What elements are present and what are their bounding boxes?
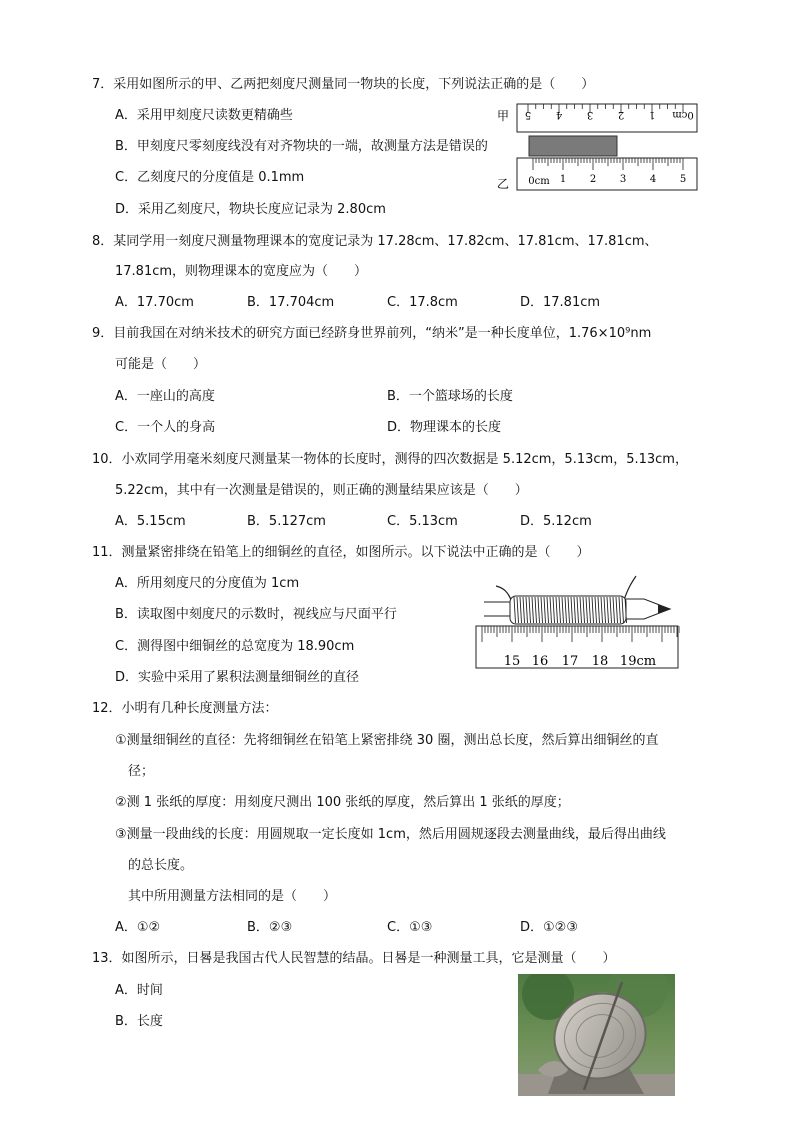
q8-option-b: B．17.704cm bbox=[247, 295, 335, 310]
q12-option-b: B．②③ bbox=[247, 920, 293, 935]
q7-option-a: A．采用甲刻度尺读数更精确些 bbox=[115, 108, 293, 123]
q12-item-3: ③测量一段曲线的长度：用圆规取一定长度如 1cm，然后用圆规逐段去测量曲线，最后得出曲线 bbox=[115, 827, 666, 842]
q11-option-b: B．读取图中刻度尺的示数时，视线应与尺面平行 bbox=[115, 607, 397, 622]
q7-option-d: D．采用乙刻度尺，物块长度应记录为 2.80cm bbox=[115, 202, 386, 217]
wire-end bbox=[624, 576, 636, 600]
ruler-tick-label: 15 bbox=[503, 654, 521, 669]
ruler-tick-label: 17 bbox=[561, 654, 579, 669]
q11-pencil-coil-figure bbox=[474, 574, 680, 670]
q12-option-d: D．①②③ bbox=[520, 920, 578, 935]
q12-stem: 12．小明有几种长度测量方法： bbox=[92, 701, 278, 716]
q13-option-b: B．长度 bbox=[115, 1014, 163, 1029]
q9-option-d: D．物理课本的长度 bbox=[387, 420, 502, 435]
q8-stem-line2: 17.81cm，则物理课本的宽度应为（ ） bbox=[115, 264, 368, 279]
ruler-tick-label: 19cm bbox=[619, 654, 657, 669]
ruler-tick-label: 16 bbox=[531, 654, 549, 669]
q12-question: 其中所用测量方法相同的是（ ） bbox=[128, 889, 337, 904]
q8-option-c: C．17.8cm bbox=[387, 295, 458, 310]
ruler-jia-tick-label: 5 bbox=[524, 109, 532, 120]
q12-item-1: ①测量细铜丝的直径：先将细铜丝在铅笔上紧密排绕 30 圈，测出总长度，然后算出细铜丝的直 bbox=[115, 733, 659, 748]
q11-option-a: A．所用刻度尺的分度值为 1cm bbox=[115, 576, 300, 591]
ruler-yi-tick-label: 4 bbox=[649, 174, 657, 185]
ruler-jia-tick-label: 2 bbox=[617, 109, 625, 120]
q12-item-2: ②测 1 张纸的厚度：用刻度尺测出 100 张纸的厚度，然后算出 1 张纸的厚度； bbox=[115, 795, 570, 810]
ruler-jia-tick-label: 3 bbox=[586, 109, 594, 120]
q8-option-a: A．17.70cm bbox=[115, 295, 194, 310]
ruler-yi-tick-label: 5 bbox=[679, 174, 687, 185]
ruler-jia-tick-label: 4 bbox=[555, 109, 563, 120]
q10-stem-line1: 10．小欢同学用毫米刻度尺测量某一物体的长度时，测得的四次数据是 5.12cm，5.13cm，5.13cm， bbox=[92, 452, 688, 467]
q8-stem-line1: 8．某同学用一刻度尺测量物理课本的宽度记录为 17.28cm、17.82cm、17.81cm、17.81cm、 bbox=[92, 234, 658, 249]
q11-option-c: C．测得图中细铜丝的总宽度为 18.90cm bbox=[115, 639, 355, 654]
q10-option-c: C．5.13cm bbox=[387, 514, 458, 529]
ruler-jia-tick-label: 1 bbox=[648, 109, 656, 120]
ruler-yi-tick-label: 3 bbox=[619, 174, 627, 185]
q8-option-d: D．17.81cm bbox=[520, 295, 601, 310]
q12-item-3-cont: 的总长度。 bbox=[128, 858, 194, 873]
ruler-yi-tick-label: 2 bbox=[589, 174, 597, 185]
q12-option-a: A．①② bbox=[115, 920, 161, 935]
q7-option-c: C．乙刻度尺的分度值是 0.1mm bbox=[115, 170, 305, 185]
q12-item-1-cont: 径； bbox=[128, 764, 155, 779]
q11-option-d: D．实验中采用了累积法测量细铜丝的直径 bbox=[115, 670, 360, 685]
ruler-yi-tick-label: 1 bbox=[559, 174, 567, 185]
ruler-tick-label: 18 bbox=[591, 654, 609, 669]
ruler-yi-tick-label: 0cm bbox=[528, 176, 550, 187]
ruler-jia bbox=[517, 104, 697, 132]
q12-option-c: C．①③ bbox=[387, 920, 433, 935]
q9-stem-line2: 可能是（ ） bbox=[115, 357, 207, 372]
wire-end bbox=[496, 586, 512, 602]
q9-option-b: B．一个篮球场的长度 bbox=[387, 389, 513, 404]
ruler-jia-tick-label: 0cm bbox=[672, 109, 694, 120]
q10-option-a: A．5.15cm bbox=[115, 514, 186, 529]
q13-option-a: A．时间 bbox=[115, 983, 163, 998]
q7-option-b: B．甲刻度尺零刻度线没有对齐物块的一端，故测量方法是错误的 bbox=[115, 139, 488, 154]
ruler-label-jia: 甲 bbox=[497, 109, 510, 123]
q10-option-d: D．5.12cm bbox=[520, 514, 592, 529]
q13-stem: 13．如图所示，日晷是我国古代人民智慧的结晶。日晷是一种测量工具，它是测量（ ） bbox=[92, 951, 616, 966]
q10-option-b: B．5.127cm bbox=[247, 514, 326, 529]
ruler-label-yi: 乙 bbox=[497, 177, 510, 191]
q9-option-c: C．一个人的身高 bbox=[115, 420, 216, 435]
q9-option-a: A．一座山的高度 bbox=[115, 389, 215, 404]
q7-ruler-figure bbox=[495, 100, 700, 195]
q11-stem: 11．测量紧密排绕在铅笔上的细铜丝的直径，如图所示。以下说法中正确的是（ ） bbox=[92, 545, 590, 560]
q7-stem: 7．采用如图所示的甲、乙两把刻度尺测量同一物块的长度，下列说法正确的是（ ） bbox=[92, 77, 595, 92]
sundial-photo bbox=[518, 974, 675, 1096]
q9-stem-line1: 9．目前我国在对纳米技术的研究方面已经跻身世界前列，“纳米”是一种长度单位，1.76×10⁹nm bbox=[92, 326, 652, 341]
q10-stem-line2: 5.22cm，其中有一次测量是错误的，则正确的测量结果应该是（ ） bbox=[115, 483, 528, 498]
measured-block bbox=[529, 136, 617, 156]
